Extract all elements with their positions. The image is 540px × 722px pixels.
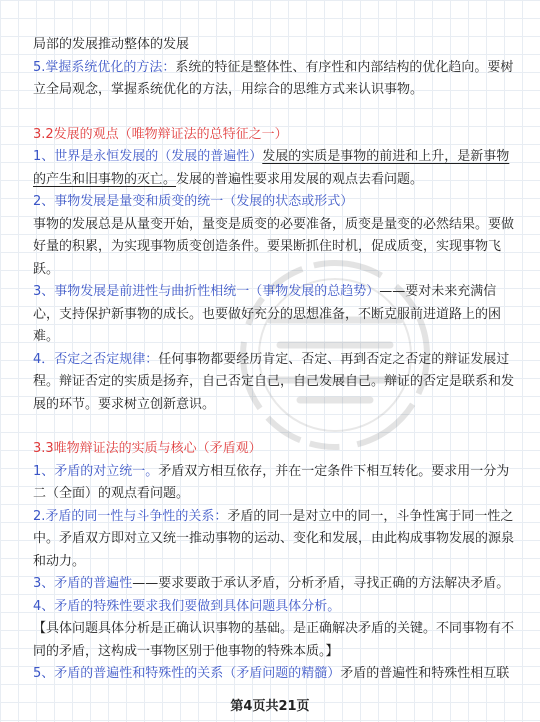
item-heading: 1、世界是永恒发展的（发展的普遍性） xyxy=(33,149,263,164)
section-heading-3-2: 3.2发展的观点（唯物辩证法的总特征之一） xyxy=(33,126,288,142)
underlined-text: 发展的实质是事物的前进和上升，是新事物的产生和旧事物的灭亡。 xyxy=(33,149,510,187)
paragraph-universality-particularity xyxy=(33,663,519,686)
item-text: 矛盾双方相互依存，并在一定条件下相互转化。要求用一分为二（全面）的观点看问题。 xyxy=(33,463,510,501)
paragraph-universality xyxy=(33,573,519,596)
paragraph-progress-twists xyxy=(33,281,519,349)
text-line: 局部的发展推动整体的发展 xyxy=(33,37,190,52)
item-heading: 1、矛盾的对立统一。 xyxy=(33,463,159,479)
item-text: 任何事物都要经历肯定、否定、再到否定之否定的辩证发展过程。辩证否定的实质是扬弃，自己否定自己，自己发展自己。辩证的否定是联系和发展的环节。要求树立创新意识。 xyxy=(33,351,515,412)
item-text: 矛盾的普遍性和特殊性相互联 xyxy=(340,666,510,681)
paragraph-identity-struggle xyxy=(33,506,519,574)
item-heading: 4．否定之否定规律： xyxy=(33,351,159,367)
paragraph-development-universal xyxy=(33,146,519,191)
section-heading-3-3: 3.3唯物辩证法的实质与核心（矛盾观） xyxy=(33,441,262,456)
item-text: 矛盾的同一是对立中的同一，斗争性寓于同一性之中。矛盾双方即对立又统一推动事物的运动、变化和发展，由此构成事物发展的源泉和动力。 xyxy=(33,508,515,569)
item-heading-particularity: 4、矛盾的特殊性要求我们要做到具体问题具体分析。 xyxy=(33,598,341,614)
item-heading: 3、事物发展是前进性与曲折性相统一（事物发展的总趋势） xyxy=(33,284,380,299)
paragraph-negation-of-negation xyxy=(33,349,519,417)
item-text: ——要对未来充满信心，支持保护新事物的成长。也要做好充分的思想准备，不断克服前进道路上的困难。 xyxy=(33,284,502,344)
item-heading: 3、矛盾的普遍性 xyxy=(33,576,133,591)
paragraph-contradiction-unity xyxy=(33,461,519,506)
item-text: ——要求要敢于承认矛盾，分析矛盾，寻找正确的方法解决矛盾。 xyxy=(132,576,510,591)
item-text: 发展的普遍性要求用发展的观点去看问题。 xyxy=(176,171,424,187)
page-number: 第4页共21页 xyxy=(230,699,310,714)
item-text: 系统的特征是整体性、有序性和内部结构的优化趋向。要树立全局观念，掌握系统优化的方法，用综合的思维方式来认识事物。 xyxy=(33,59,514,97)
paragraph-system-optimization xyxy=(33,57,519,102)
item-heading: 2.矛盾的同一性与斗争性的关系： xyxy=(33,508,228,524)
paragraph-quantity-quality: 事物的发展总是从量变开始，量变是质变的必要准备，质变是量变的必然结果。要做好量的积累，为实现事物质变创造条件。要果断抓住时机，促成质变，实现事物飞跃。 xyxy=(33,216,515,277)
paragraph-bracket-note: 【具体问题具体分析是正确认识事物的基础。是正确解决矛盾的关键。不同事物有不同的矛盾，这构成一事物区别于他事物的特殊本质。】 xyxy=(33,621,515,659)
document-body xyxy=(33,34,519,686)
item-heading: 5.掌握系统优化的方法： xyxy=(33,59,176,75)
item-heading: 5、矛盾的普遍性和特殊性的关系（矛盾问题的精髓） xyxy=(33,666,341,681)
item-heading-quantity-quality: 2、事物发展是量变和质变的统一（发展的状态或形式） xyxy=(33,194,354,209)
